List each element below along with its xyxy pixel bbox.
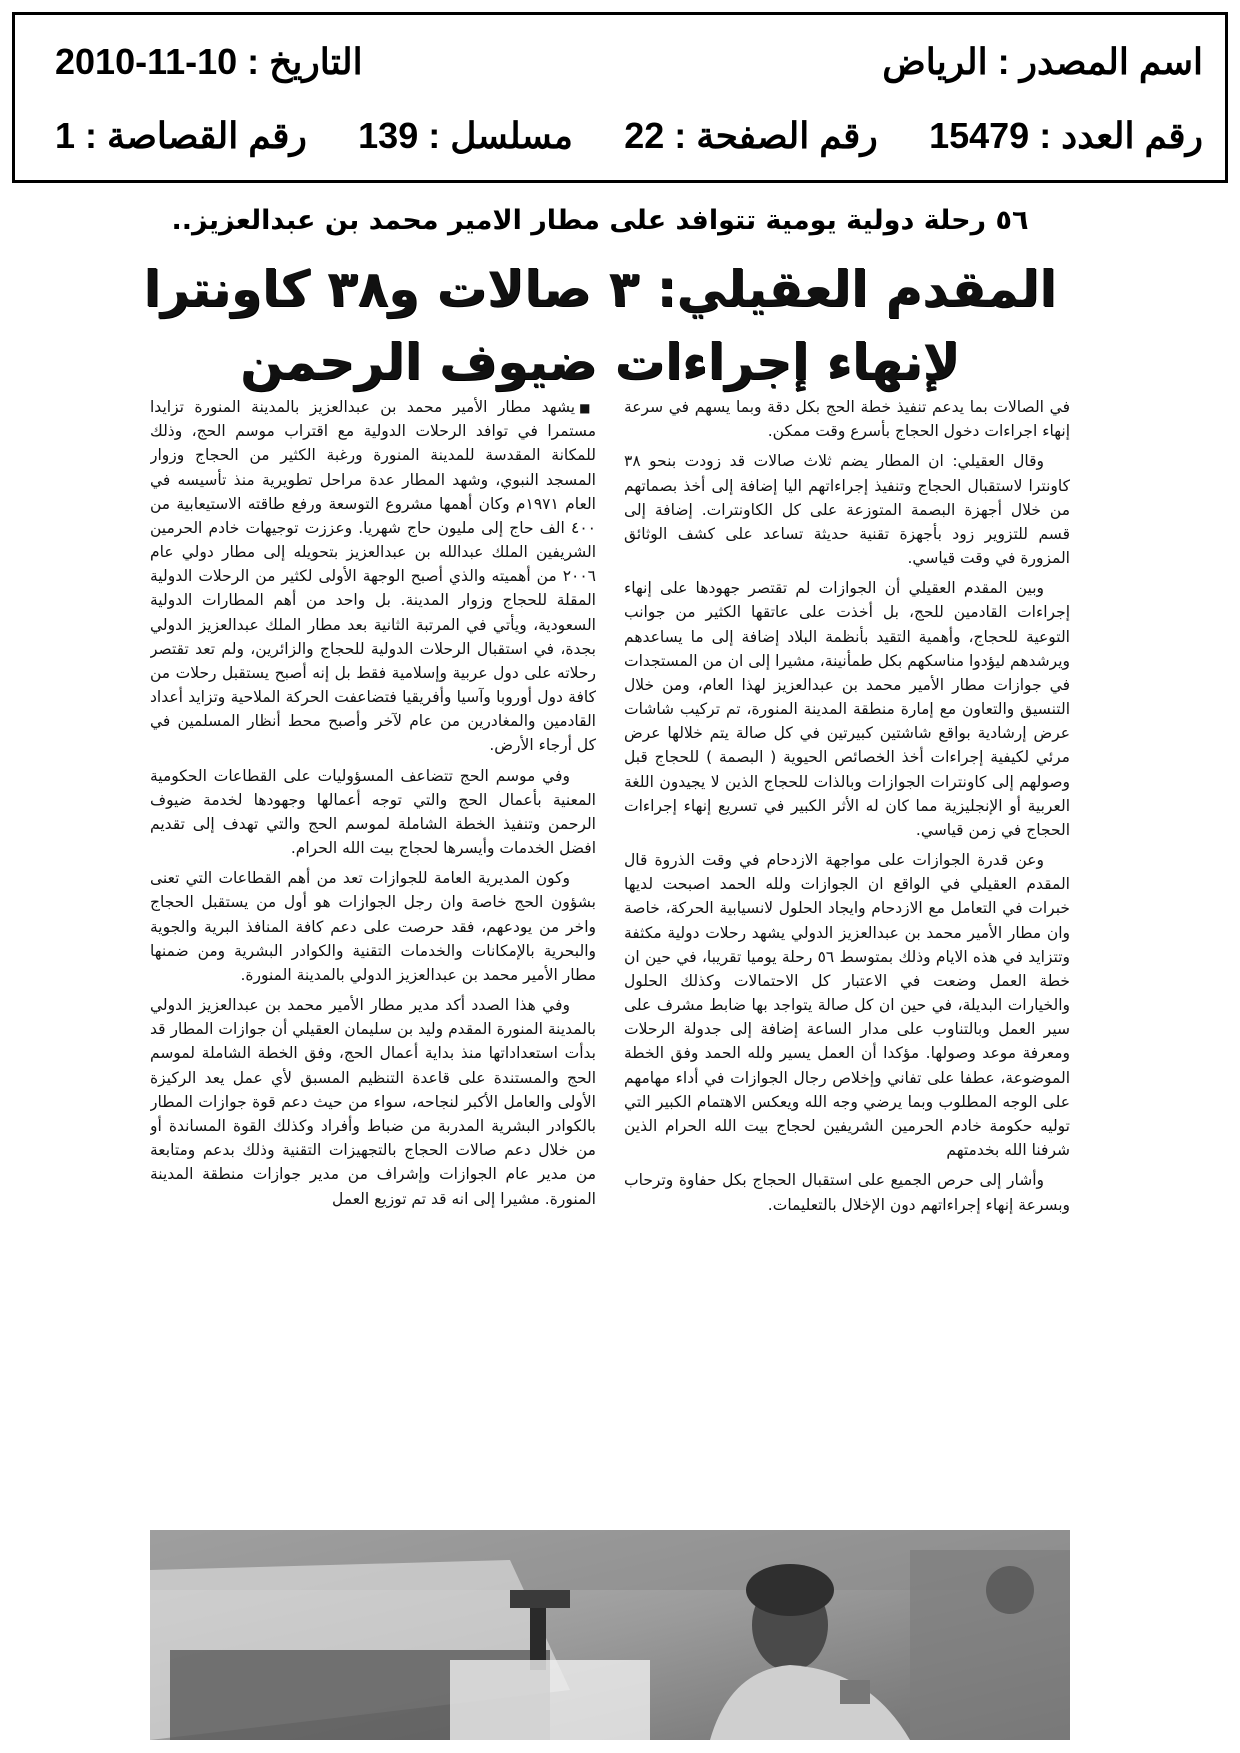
- page-label: رقم الصفحة :: [674, 115, 878, 156]
- date-field: [55, 41, 363, 83]
- source-value: الرياض: [882, 41, 988, 82]
- clipping-metadata-box: [12, 12, 1228, 183]
- paragraph-text: يشهد مطار الأمير محمد بن عبدالعزيز بالمدينة المنورة تزايدا مستمرا في توافد الرحلات الدولية مع اقتراب موسم الحج، وذلك للمكانة المقدسة للمدينة المنورة ورغبة الكثير من الحجاج وزوار المسجد النبوي، وشهد المطار عدة مراحل تطويرية منذ تأسيسه في العام ١٩٧١م وكان أهمها مشروع التوسعة ورفع طاقته الاستيعابية من ٤٠٠ الف حاج إلى مليون حاج شهريا. وعززت توجيهات خادم الحرمين الشريفين الملك عبدالله بن عبدالعزيز بتحويله إلى مطار دولي عام ٢٠٠٦ من أهميته والذي أصبح الوجهة الأولى لكثير من الرحلات الدولية المقلة للحجاج وزوار المدينة. بل واحد من أهم المطارات الدولية السعودية، ويأتي في المرتبة الثانية بعد مطار الملك عبدالعزيز الدولي بجدة، في استقبال الرحلات الدولية للحجاج والزائرين، ولم تعد تقتصر رحلاته على دول عربية وإسلامية فقط بل إنه أصبح يستقبل رحلات من كافة دول أوروبا وآسيا وأفريقيا فتضاعفت الحركة الملاحية وتزايد أعداد القادمين والمغادرين من عام لآخر وأصبح محط أنظار المسلمين في كل أرجاء الأرض.: [150, 398, 596, 755]
- source-field: [882, 41, 1203, 83]
- source-label: اسم المصدر :: [997, 41, 1203, 82]
- date-label: التاريخ :: [247, 41, 363, 82]
- paragraph: [150, 395, 596, 758]
- officer-at-desk-photo-icon: [150, 1530, 1070, 1740]
- metadata-row-1: [15, 41, 1225, 83]
- headline-line-2: لإنهاء إجراءات ضيوف الرحمن: [240, 333, 960, 391]
- issue-field: [929, 115, 1203, 157]
- headline-line-1: المقدم العقيلي: ٣ صالات و٣٨ كاونترا: [143, 260, 1057, 318]
- paragraph: وعن قدرة الجوازات على مواجهة الازدحام في وقت الذروة قال المقدم العقيلي في الواقع ان الجوازات ولله الحمد اصبحت لديها خبرات في التعامل مع الازدحام وايجاد الحلول لانسيابية الحركة، خاصة وان مطار الأمير محمد بن عبدالعزيز الدولي يشهد رحلات دولية مكثفة وتتزايد في هذه الايام وذلك بمتوسط ٥٦ رحلة يوميا تقريبا، في حين ان خطة العمل وضعت في الاعتبار كل الاحتمالات وكذلك الحلول والخيارات البديلة، في حين ان كل صالة يتواجد بها ضابط مشرف على سير العمل وبالتناوب على مدار الساعة إضافة إلى جدولة الرحلات ومعرفة موعد وصولها. مؤكدا أن العمل يسير ولله الحمد وفق الخطة الموضوعة، عطفا على تفاني وإخلاص رجال الجوازات في أداء مهامهم على الوجه المطلوب وبما يرضي وجه الله ويعكس الاهتمام الكبير التي توليه حكومة خادم الحرمين الشريفين لحجاج بيت الله الحرام الذين شرفنا الله بخدمتهم: [624, 851, 1070, 1160]
- article-photo: [150, 1530, 1070, 1740]
- serial-field: [358, 115, 573, 157]
- issue-label: رقم العدد :: [1039, 115, 1203, 156]
- serial-value: 139: [358, 115, 419, 156]
- serial-label: مسلسل :: [428, 115, 573, 156]
- paragraph: وأشار إلى حرص الجميع على استقبال الحجاج بكل حفاوة وترحاب وبسرعة إنهاء إجراءاتهم دون الإخلال بالتعليمات.: [624, 1171, 1070, 1214]
- page-value: 22: [624, 115, 665, 156]
- paragraph: وقال العقيلي: ان المطار يضم ثلاث صالات قد زودت بنحو ٣٨ كاونترا لاستقبال الحجاج وتنفيذ إجراءاتهم اليا إضافة إلى أخذ بصماتهم من خلال أجهزة البصمة المتوزعة على كل الكاونترات. إضافة إلى قسم للتزوير زود بأجهزة تقنية حديثة تساعد على كشف الوثائق المزورة في وقت قياسي.: [624, 452, 1070, 568]
- paragraph: وكون المديرية العامة للجوازات تعد من أهم القطاعات التي تعنى بشؤون الحج خاصة وان رجل الجوازات هو أول من يستقبل الحجاج واخر من يودعهم، فقد حرصت على دعم كافة المنافذ البرية والجوية والبحرية بالإمكانات والخدمات التقنية والكوادر البشرية ومن ضمنها مطار الأمير محمد بن عبدالعزيز الدولي بالمدينة المنورة.: [150, 869, 596, 984]
- page-field: [624, 115, 878, 157]
- article-body: [150, 395, 1070, 1520]
- issue-value: 15479: [929, 115, 1030, 156]
- paragraph: وفي موسم الحج تتضاعف المسؤوليات على القطاعات الحكومية المعنية بأعمال الحج والتي توجه أعمالها وجهودها لخدمة ضيوف الرحمن وتنفيذ الخطة الشاملة لموسم الحج والتي تهدف إلى تقديم افضل الخدمات وأيسرها لحجاج بيت الله الحرام.: [150, 766, 596, 858]
- paragraph: وفي هذا الصدد أكد مدير مطار الأمير محمد بن عبدالعزيز الدولي بالمدينة المنورة المقدم وليد بن سليمان العقيلي أن جوازات المطار قد بدأت استعداداتها منذ بداية أعمال الحج، وفق الخطة الشاملة لموسم الحج والمستندة على قاعدة التنظيم المسبق لأي عمل يعد الركيزة الأولى والعامل الأكبر لنجاحه، سواء من حيث دعم قوة جوازات المطار بالكوادر البشرية المدربة من ضباط وأفراد وكذلك القوة المساندة أو من خلال دعم صالات الحجاج بالتجهيزات التقنية وذلك بدعم ومتابعة من مدير عام الجوازات وإشراف من مدير جوازات منطقة المدينة المنورة. مشيرا إلى انه قد تم توزيع العمل: [150, 996, 596, 1208]
- date-value: 2010-11-10: [55, 41, 238, 82]
- clipping-number-label: رقم القصاصة :: [85, 115, 307, 156]
- left-column: [624, 395, 1070, 1520]
- paragraph: وبين المقدم العقيلي أن الجوازات لم تقتصر جهودها على إنهاء إجراءات القادمين للحج، بل أخذت على عاتقها الكثير من جوانب التوعية للحجاج، وأهمية التقيد بأنظمة البلاد إضافة إلى ما يساعدهم ويرشدهم ليؤدوا مناسكهم بكل طمأنينة، مشيرا إلى ان من المستجدات في جوازات مطار الأمير محمد بن عبدالعزيز لهذا العام، ومن خلال التنسيق والتعاون مع إمارة منطقة المدينة المنورة، تم تركيب شاشات عرض إرشادية بواقع شاشتين كبيرتين في كل صالة يتم خلالها عرض مرئي لكيفية إجراءات أخذ الخصائص الحيوية ( البصمة ) للحجاج قبل وصولهم إلى كاونترات الجوازات وبالذات للحجاج الذين لا يجيدون اللغة العربية أو الإنجليزية مما كان له الأثر الكبير في تسريع إنهاء إجراءات الحجاج في زمن قياسي.: [624, 579, 1070, 839]
- metadata-row-2: [15, 115, 1225, 157]
- right-column: [150, 395, 596, 1520]
- square-bullet-icon: ■: [579, 401, 596, 415]
- clipping-number-value: 1: [55, 115, 76, 156]
- article-kicker: ٥٦ رحلة دولية يومية تتوافد على مطار الامير محمد بن عبدالعزيز..: [171, 205, 1029, 236]
- clipping-number-field: [55, 115, 307, 157]
- paragraph: في الصالات بما يدعم تنفيذ خطة الحج بكل دقة وبما يسهم في سرعة إنهاء اجراءات دخول الحجاج بأسرع وقت ممكن.: [624, 398, 1070, 441]
